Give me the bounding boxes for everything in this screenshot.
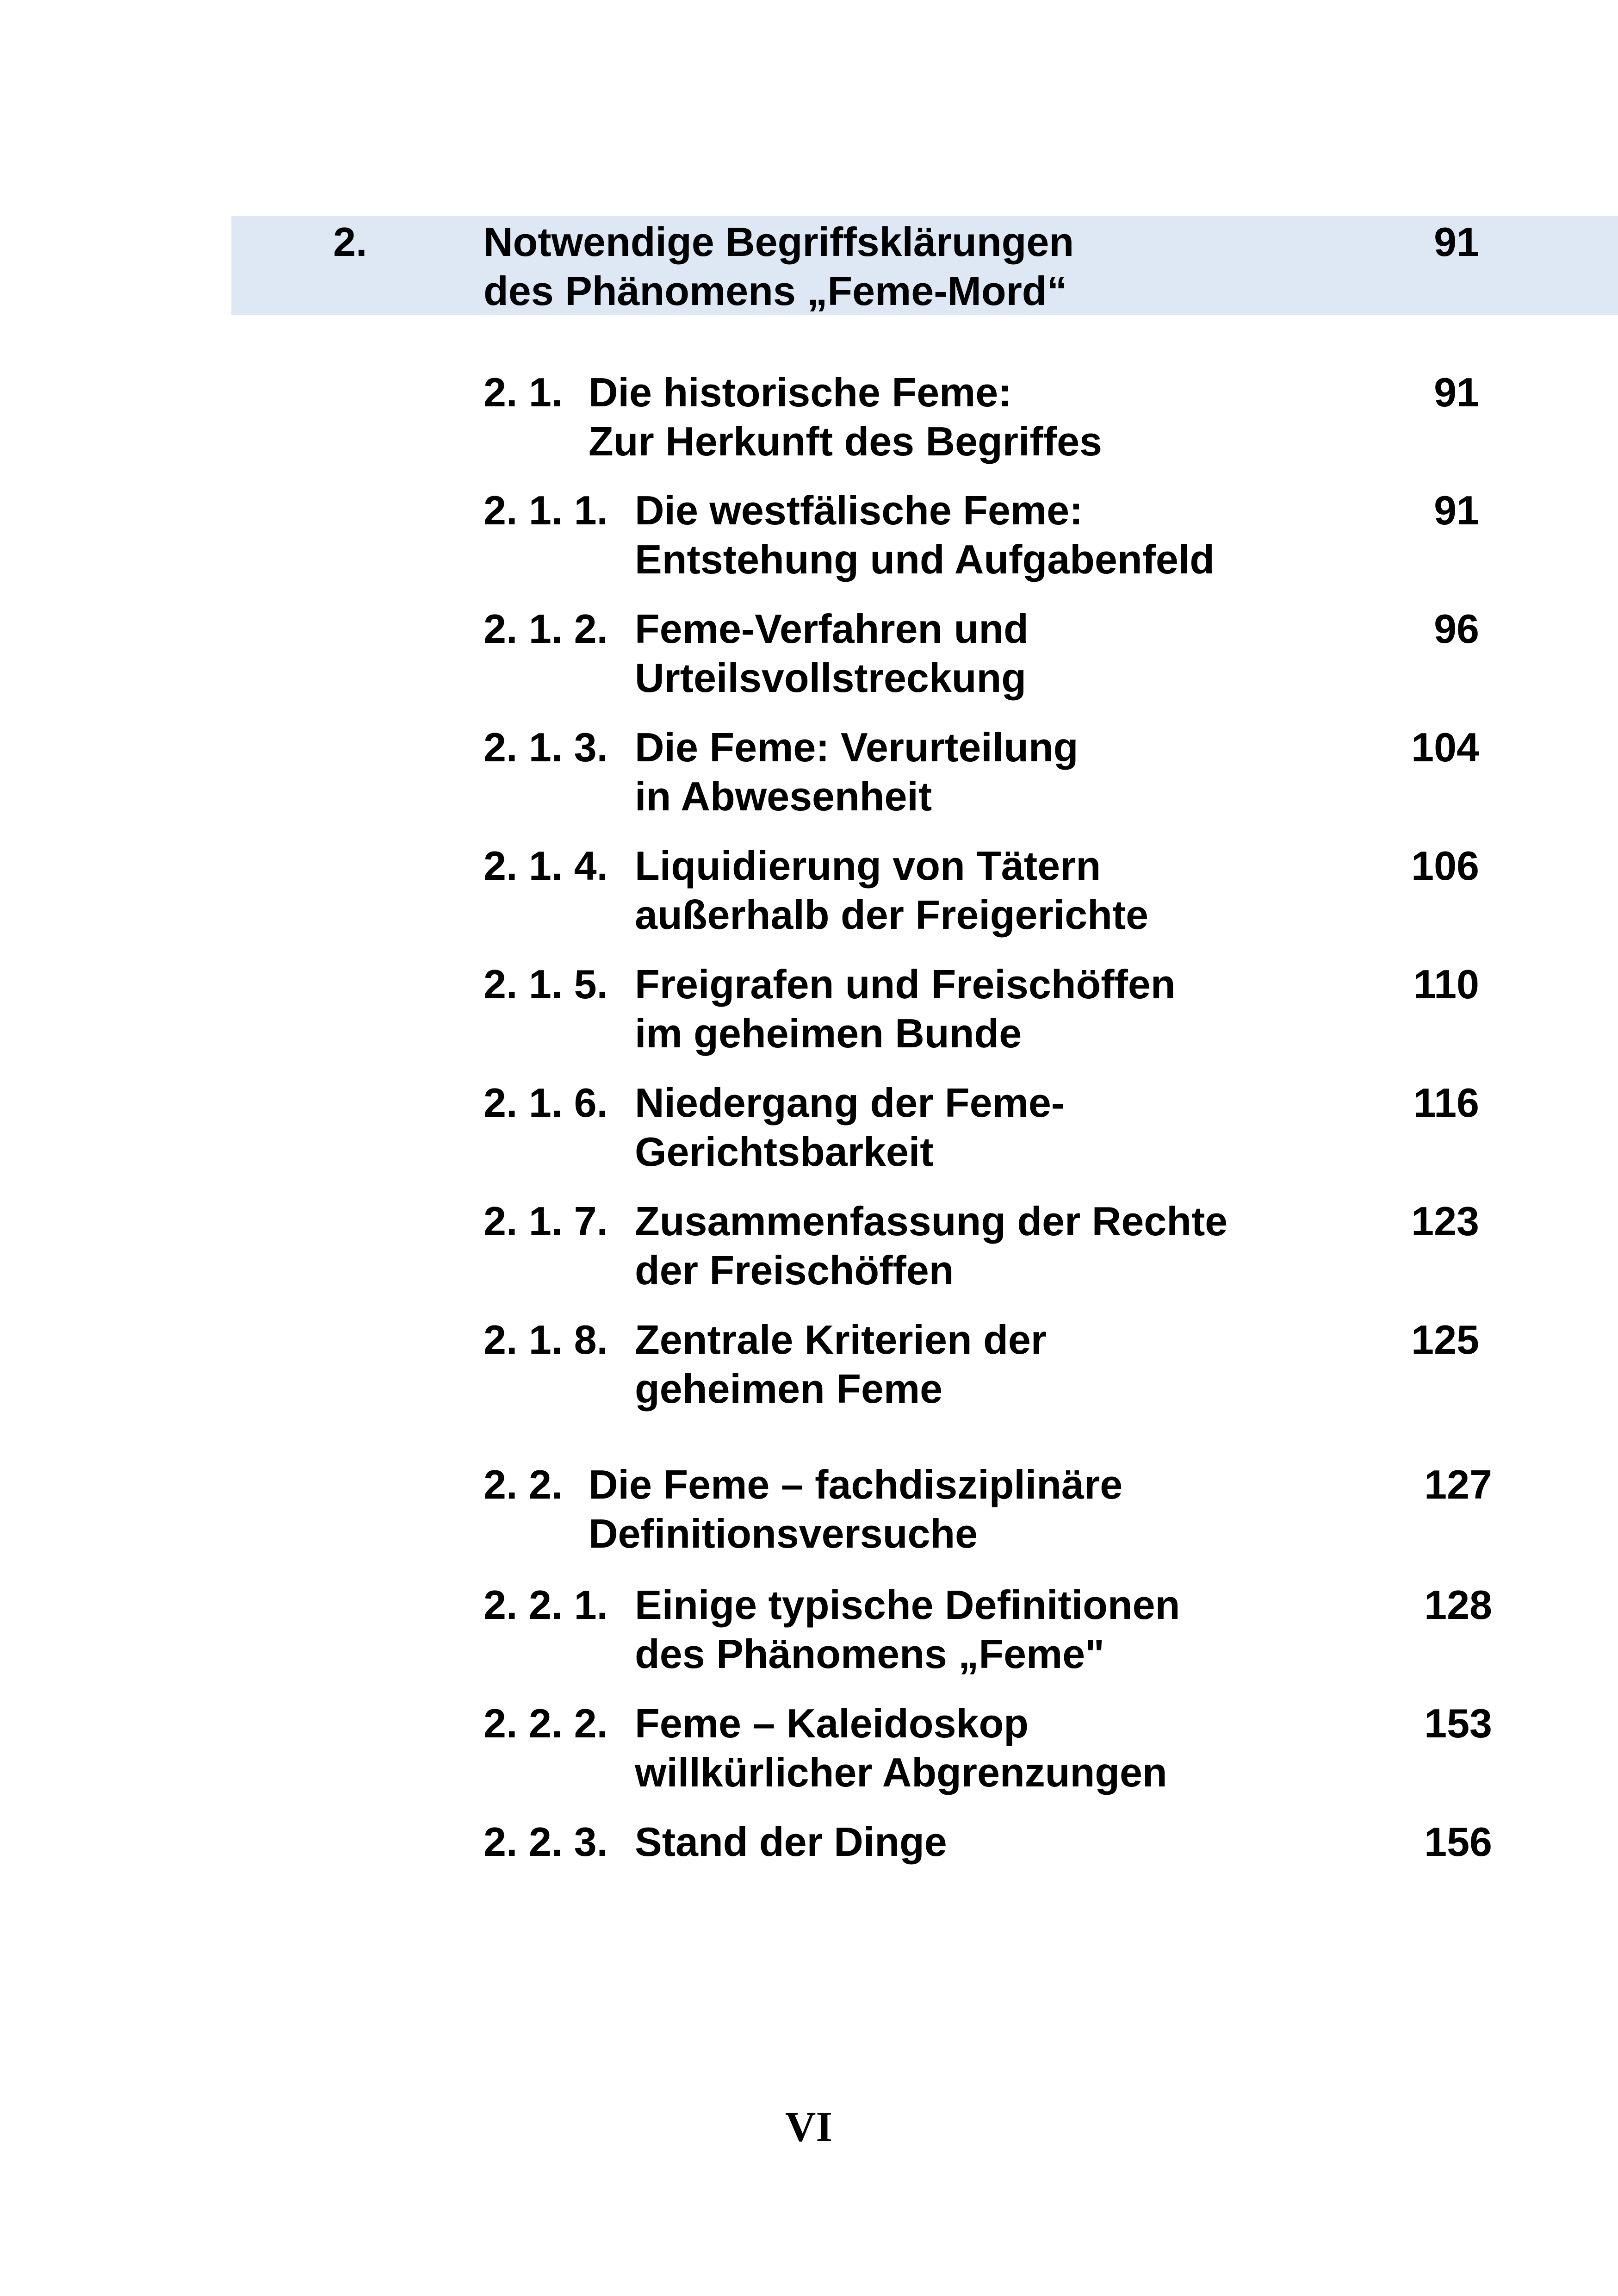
- entry-title-line1: Die Feme: Verurteilung: [635, 724, 1079, 770]
- entry-title-line1: Feme – Kaleidoskop: [635, 1700, 1029, 1746]
- entry-title-line2: des Phänomens „Feme": [635, 1631, 1104, 1677]
- entry-title-line1: Die Feme – fachdisziplinäre: [589, 1462, 1123, 1507]
- entry-title-line1: Zusammenfassung der Rechte: [635, 1198, 1228, 1244]
- entry-title-line1: Die westfälische Feme:: [635, 487, 1083, 533]
- entry-page-number: 96: [1434, 606, 1479, 652]
- toc-entry: [0, 1699, 1618, 1801]
- entry-title-line1: Niedergang der Feme-: [635, 1080, 1065, 1126]
- entry-page-number: 91: [1434, 487, 1479, 533]
- chapter-title-line1: Notwendige Begriffsklärungen: [484, 219, 1074, 265]
- entry-title-line2: Urteilsvollstreckung: [635, 655, 1027, 701]
- entry-title-line2: im geheimen Bunde: [635, 1010, 1022, 1056]
- entry-page-number: 116: [1413, 1080, 1479, 1126]
- toc-entry: [0, 486, 1618, 588]
- entry-number: 2. 1. 2.: [484, 606, 608, 652]
- entry-page-number: 125: [1411, 1317, 1479, 1363]
- entry-title-line1: Die historische Feme:: [589, 369, 1012, 415]
- entry-number: 2. 1. 5.: [484, 961, 608, 1007]
- entry-page-number: 153: [1424, 1700, 1492, 1746]
- entry-title-line1: Freigrafen und Freischöffen: [635, 961, 1176, 1007]
- entry-title-line2: außerhalb der Freigerichte: [635, 892, 1149, 938]
- entry-page-number: 91: [1434, 369, 1479, 415]
- toc-entry: [0, 1078, 1618, 1180]
- entry-number: 2. 2. 3.: [484, 1819, 608, 1865]
- chapter-page-number: 91: [1434, 219, 1479, 265]
- entry-title-line2: Definitionsversuche: [589, 1511, 978, 1556]
- entry-title-line1: Zentrale Kriterien der: [635, 1317, 1047, 1363]
- toc-entry: [0, 1817, 1618, 1873]
- entry-page-number: 104: [1411, 724, 1479, 770]
- toc-entry: [0, 723, 1618, 825]
- entry-page-number: 110: [1413, 961, 1479, 1007]
- entry-page-number: 123: [1411, 1198, 1479, 1244]
- chapter-title-line2: des Phänomens „Feme-Mord“: [484, 268, 1067, 314]
- entry-title-line1: Stand der Dinge: [635, 1819, 947, 1865]
- entry-title-line2: geheimen Feme: [635, 1366, 943, 1412]
- entry-title-line2: Zur Herkunft des Begriffes: [589, 418, 1102, 464]
- entry-page-number: 128: [1424, 1582, 1492, 1628]
- entry-number: 2. 1. 7.: [484, 1198, 608, 1244]
- entry-title-line2: in Abwesenheit: [635, 773, 932, 819]
- entry-number: 2. 2. 2.: [484, 1700, 608, 1746]
- toc-entry: [0, 841, 1618, 943]
- toc-entry: [0, 1197, 1618, 1299]
- toc-entry: [0, 368, 1618, 470]
- entry-number: 2. 2. 1.: [484, 1582, 608, 1628]
- entry-number: 2. 1. 1.: [484, 487, 608, 533]
- entry-title-line2: willkürlicher Abgrenzungen: [635, 1749, 1167, 1795]
- entry-number: 2. 2.: [484, 1462, 563, 1507]
- page-folio: VI: [785, 2103, 833, 2150]
- entry-number: 2. 1. 8.: [484, 1317, 608, 1363]
- entry-page-number: 156: [1424, 1819, 1492, 1865]
- toc-entry: [0, 1315, 1618, 1417]
- chapter-number: 2.: [333, 219, 367, 265]
- toc-entry: [0, 1580, 1618, 1682]
- entry-number: 2. 1. 6.: [484, 1080, 608, 1126]
- toc-entry: [0, 1460, 1618, 1562]
- entry-page-number: 106: [1411, 843, 1479, 889]
- entry-title-line1: Einige typische Definitionen: [635, 1582, 1180, 1628]
- toc-entry: [0, 604, 1618, 706]
- entry-title-line2: Gerichtsbarkeit: [635, 1129, 934, 1175]
- entry-number: 2. 1. 3.: [484, 724, 608, 770]
- entry-title-line1: Liquidierung von Tätern: [635, 843, 1101, 889]
- entry-title-line2: Entstehung und Aufgabenfeld: [635, 536, 1215, 582]
- entry-number: 2. 1. 4.: [484, 843, 608, 889]
- toc-entry: [0, 960, 1618, 1062]
- entry-page-number: 127: [1424, 1462, 1492, 1507]
- entry-title-line2: der Freischöffen: [635, 1247, 954, 1293]
- entry-number: 2. 1.: [484, 369, 563, 415]
- toc-entry-chapter-2: [0, 218, 1618, 319]
- entry-title-line1: Feme-Verfahren und: [635, 606, 1029, 652]
